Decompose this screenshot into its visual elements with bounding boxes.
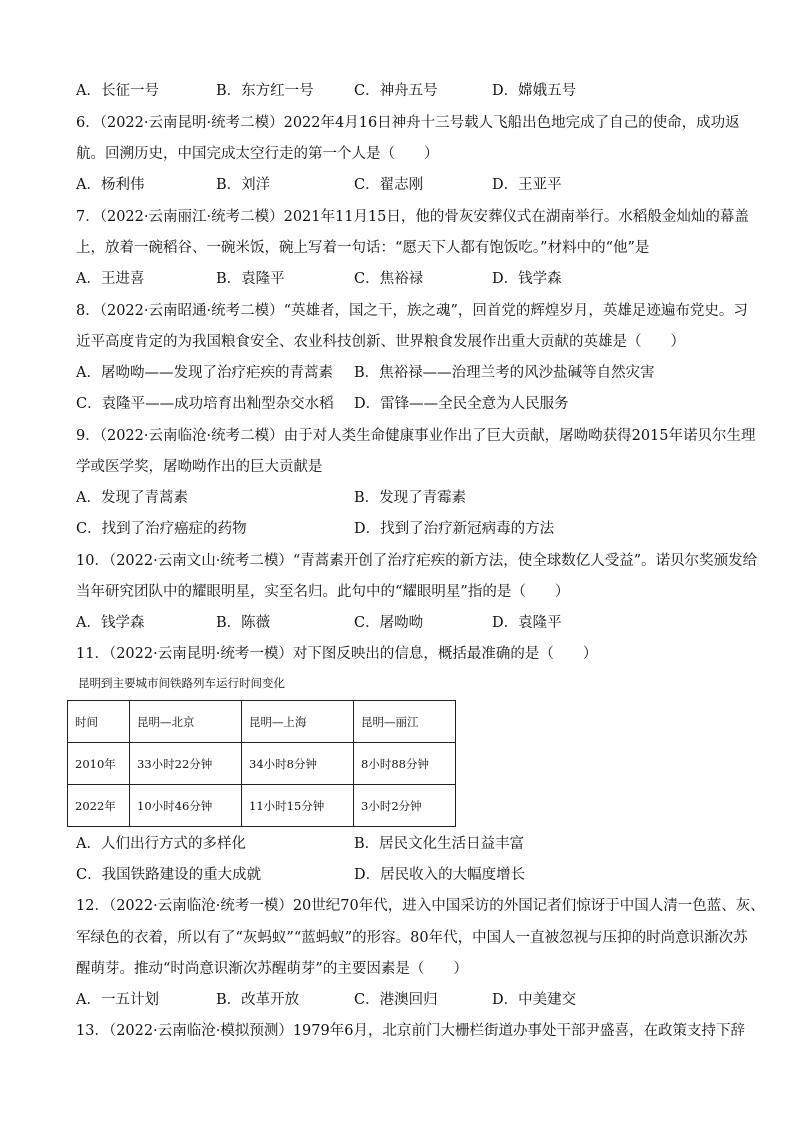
q13-stem-line1: 13．（2022·云南临沧·模拟预测）1979年6月，北京前门大栅栏街道办事处干部尹盛喜，在政策支持下辞 — [76, 1023, 745, 1039]
q8-option-c: C．袁隆平——成功培育出籼型杂交水稻 — [76, 396, 334, 412]
q7-option-a: A．王进喜 — [76, 271, 145, 287]
table-cell: 3小时2分钟 — [354, 785, 456, 827]
q9-option-a: A．发现了青蒿素 — [76, 490, 188, 506]
q11-option-b: B．居民文化生活日益丰富 — [354, 836, 525, 852]
q7-option-b: B．袁隆平 — [216, 271, 285, 287]
q10-option-d: D．袁隆平 — [492, 615, 562, 631]
header-cell: 昆明—北京 — [130, 701, 242, 743]
q12-option-d: D．中美建交 — [492, 992, 577, 1008]
q11-option-d: D．居民收入的大幅度增长 — [354, 867, 526, 883]
q8-option-b: B．焦裕禄——治理兰考的风沙盐碱等自然灾害 — [354, 365, 655, 381]
q6-option-a: A．杨利伟 — [76, 177, 145, 193]
q6-stem-line2: 航。回溯历史，中国完成太空行走的第一个人是（ ） — [76, 146, 439, 162]
q11-option-a: A．人们出行方式的多样化 — [76, 836, 246, 852]
q8-stem-line1: 8．（2022·云南昭通·统考二模）“英雄者，国之干，族之魂”，回首党的辉煌岁月，英雄足迹遍布党史。习 — [76, 303, 748, 319]
table-header-row — [68, 701, 456, 743]
q9-option-b: B．发现了青霉素 — [354, 490, 467, 506]
q9-option-d: D．找到了治疗新冠病毒的方法 — [354, 521, 555, 537]
table-cell: 33小时22分钟 — [130, 743, 242, 785]
q9-stem-line2: 学或医学奖，屠呦呦作出的巨大贡献是 — [76, 459, 323, 475]
q6-stem-line1: 6．（2022·云南昆明·统考二模）2022年4月16日神舟十三号载人飞船出色地完成了自己的使命，成功返 — [76, 115, 740, 131]
q12-stem-line2: 军绿色的衣着，所以有了“灰蚂蚁”“蓝蚂蚁”的形容。80年代，中国人一直被忽视与压抑的时尚意识渐次苏 — [76, 930, 748, 946]
q12-option-a: A．一五计划 — [76, 992, 159, 1008]
railway-time-table — [67, 700, 456, 827]
table-cell: 8小时88分钟 — [354, 743, 456, 785]
q12-stem-line1: 12．（2022·云南临沧·统考一模）20世纪70年代，进入中国采访的外国记者们惊讶于中国人清一色蓝、灰、 — [76, 898, 765, 914]
q10-option-b: B．陈薇 — [216, 615, 271, 631]
table-cell: 2010年 — [68, 743, 130, 785]
q7-stem-line2: 上，放着一碗稻谷、一碗米饭，碗上写着一句话：“愿天下人都有饱饭吃。”材料中的“他”是 — [76, 240, 650, 256]
q5-option-a: A．长征一号 — [76, 83, 159, 99]
q6-option-d: D．王亚平 — [492, 177, 562, 193]
q11-stem-line1: 11．（2022·云南昆明·统考一模）对下图反映出的信息，概括最准确的是（ ） — [76, 646, 598, 662]
q6-option-c: C．翟志刚 — [354, 177, 424, 193]
q5-option-b: B．东方红一号 — [216, 83, 314, 99]
q10-option-a: A．钱学森 — [76, 615, 145, 631]
q10-stem-line2: 当年研究团队中的耀眼明星，实至名归。此句中的“耀眼明星”指的是（ ） — [76, 584, 570, 600]
q6-option-b: B．刘洋 — [216, 177, 271, 193]
q5-option-d: D．嫦娥五号 — [492, 83, 577, 99]
q7-option-c: C．焦裕禄 — [354, 271, 424, 287]
q10-option-c: C．屠呦呦 — [354, 615, 424, 631]
q12-option-c: C．港澳回归 — [354, 992, 438, 1008]
q9-stem-line1: 9．（2022·云南临沧·统考二模）由于对人类生命健康事业作出了巨大贡献，屠呦呦获得2015年诺贝尔生理 — [76, 428, 756, 444]
q7-option-d: D．钱学森 — [492, 271, 562, 287]
table-row — [68, 785, 456, 827]
header-cell: 昆明—上海 — [242, 701, 354, 743]
table-cell: 10小时46分钟 — [130, 785, 242, 827]
q10-stem-line1: 10．（2022·云南文山·统考二模）“青蒿素开创了治疗疟疾的新方法，使全球数亿人受益”。诺贝尔奖颁发给 — [76, 553, 758, 569]
q8-option-a: A．屠呦呦——发现了治疗疟疾的青蒿素 — [76, 365, 333, 381]
header-cell: 时间 — [68, 701, 130, 743]
q7-stem-line1: 7．（2022·云南丽江·统考二模）2021年11月15日，他的骨灰安葬仪式在湖南举行。水稻般金灿灿的幕盖 — [76, 209, 749, 225]
table-cell: 34小时8分钟 — [242, 743, 354, 785]
q12-stem-line3: 醒萌芽。推动“时尚意识渐次苏醒萌芽”的主要因素是（ ） — [76, 961, 468, 977]
table-row — [68, 743, 456, 785]
q9-option-c: C．找到了治疗癌症的药物 — [76, 521, 247, 537]
q12-option-b: B．改革开放 — [216, 992, 300, 1008]
q11-option-c: C．我国铁路建设的重大成就 — [76, 867, 262, 883]
q8-stem-line2: 近平高度肯定的为我国粮食安全、农业科技创新、世界粮食发展作出重大贡献的英雄是（ ） — [76, 334, 685, 350]
table-cell: 2022年 — [68, 785, 130, 827]
q8-option-d: D．雷锋——全民全意为人民服务 — [354, 396, 569, 412]
table-cell: 11小时15分钟 — [242, 785, 354, 827]
q5-option-c: C．神舟五号 — [354, 83, 438, 99]
table-caption: 昆明到主要城市间铁路列车运行时间变化 — [78, 676, 285, 690]
header-cell: 昆明—丽江 — [354, 701, 456, 743]
